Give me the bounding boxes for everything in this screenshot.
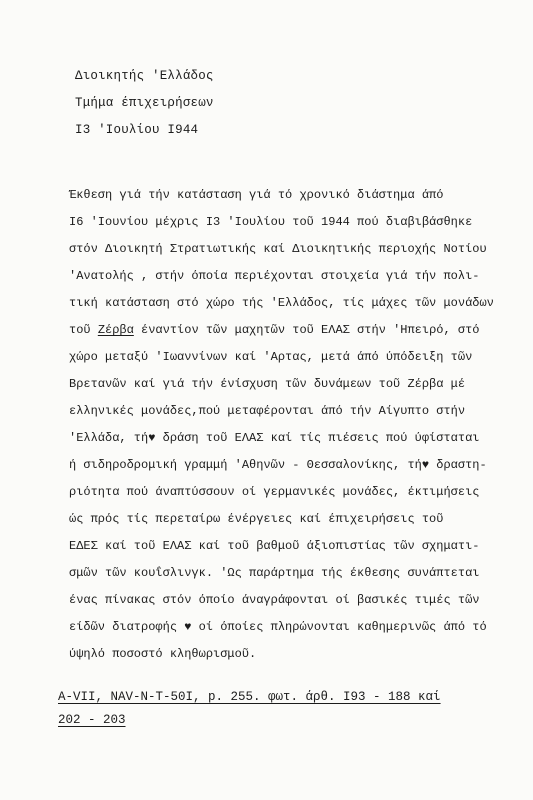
archive-reference: A-VII, NAV-N-T-50I, p. 255. φωτ. άρθ. I93 - 188 καί [58,690,441,704]
body-line: χώρο μεταξύ 'Ιωαννίνων καί 'Αρτας, μετά άπό ύπόδειξη τῶν [69,350,473,364]
body-line: 'Ανατολής , στήν όποία περιέχονται στοιχεία γιά τήν πολι- [69,269,480,283]
body-line: ΕΔΕΣ καί τοῦ ΕΛΑΣ καί τοῦ βαθμοῦ άξιοπιστίας τῶν σχηματι- [69,539,480,553]
body-line: 'Ελλάδα, τή♥ δράση τοῦ ΕΛΑΣ καί τίς πιέσεις πού ύφίσταται [69,431,480,445]
body-line: στόν Διοικητή Στρατιωτικής καί Διοικητικής περιοχής Νοτίου [69,242,487,256]
body-line: ελληνικές μονάδες,πού μεταφέρονται άπό τήν Αίγυπτο στήν [69,404,466,418]
underlined-name: Ζέρβα [97,323,134,337]
body-line: I6 'Ιουνίου μέχρις I3 'Ιουλίου τοῦ 1944 πού διαβιβάσθηκε [69,215,473,229]
body-line-suffix: έναντίον τῶν μαχητῶν τοῦ ΕΛΑΣ στήν 'Ηπειρό, στό [133,323,480,337]
header-department: Τμήμα έπιχειρήσεων [75,96,214,110]
body-line: είδῶν διατροφής ♥ οί όποίες πληρώνονται καθημερινῶς άπό τό [69,620,487,634]
body-line [69,323,479,337]
body-line: ή σιδηροδρομική γραμμή 'Αθηνῶν - Θεσσαλονίκης, τή♥ δραστη- [69,458,487,472]
header-command: Διοικητής 'Ελλάδος [75,69,214,83]
body-line-prefix: τοῦ [69,323,98,337]
body-line: τική κατάσταση στό χώρο τής 'Ελλάδος, τίς μάχες τῶν μονάδων [69,296,494,310]
archive-reference-pages: 202 - 203 [58,713,126,727]
body-line: Έκθεση γιά τήν κατάσταση γιά τό χρονικό διάστημα άπό [69,188,444,202]
body-line: ένας πίνακας στόν όποίο άναγράφονται οί βασικές τιμές τῶν [69,593,480,607]
body-line: Βρετανῶν καί γιά τήν ένίσχυση τῶν δυνάμεων τοῦ Ζέρβα μέ [69,377,466,391]
body-line: ώς πρός τίς περεταίρω ένέργειες καί έπιχειρήσεις τοῦ [69,512,444,526]
header-date: I3 'Ιουλίου I944 [75,123,199,137]
body-line: σμῶν τῶν κουΐσλινγκ. 'Ως παράρτημα τής έκθεσης συνάπτεται [69,566,480,580]
body-line: ύψηλό ποσοστό κληθωρισμοῦ. [69,647,257,661]
body-line: ριότητα πού άναπτύσσουν οί γερμανικές μονάδες, έκτιμήσεις [69,485,480,499]
